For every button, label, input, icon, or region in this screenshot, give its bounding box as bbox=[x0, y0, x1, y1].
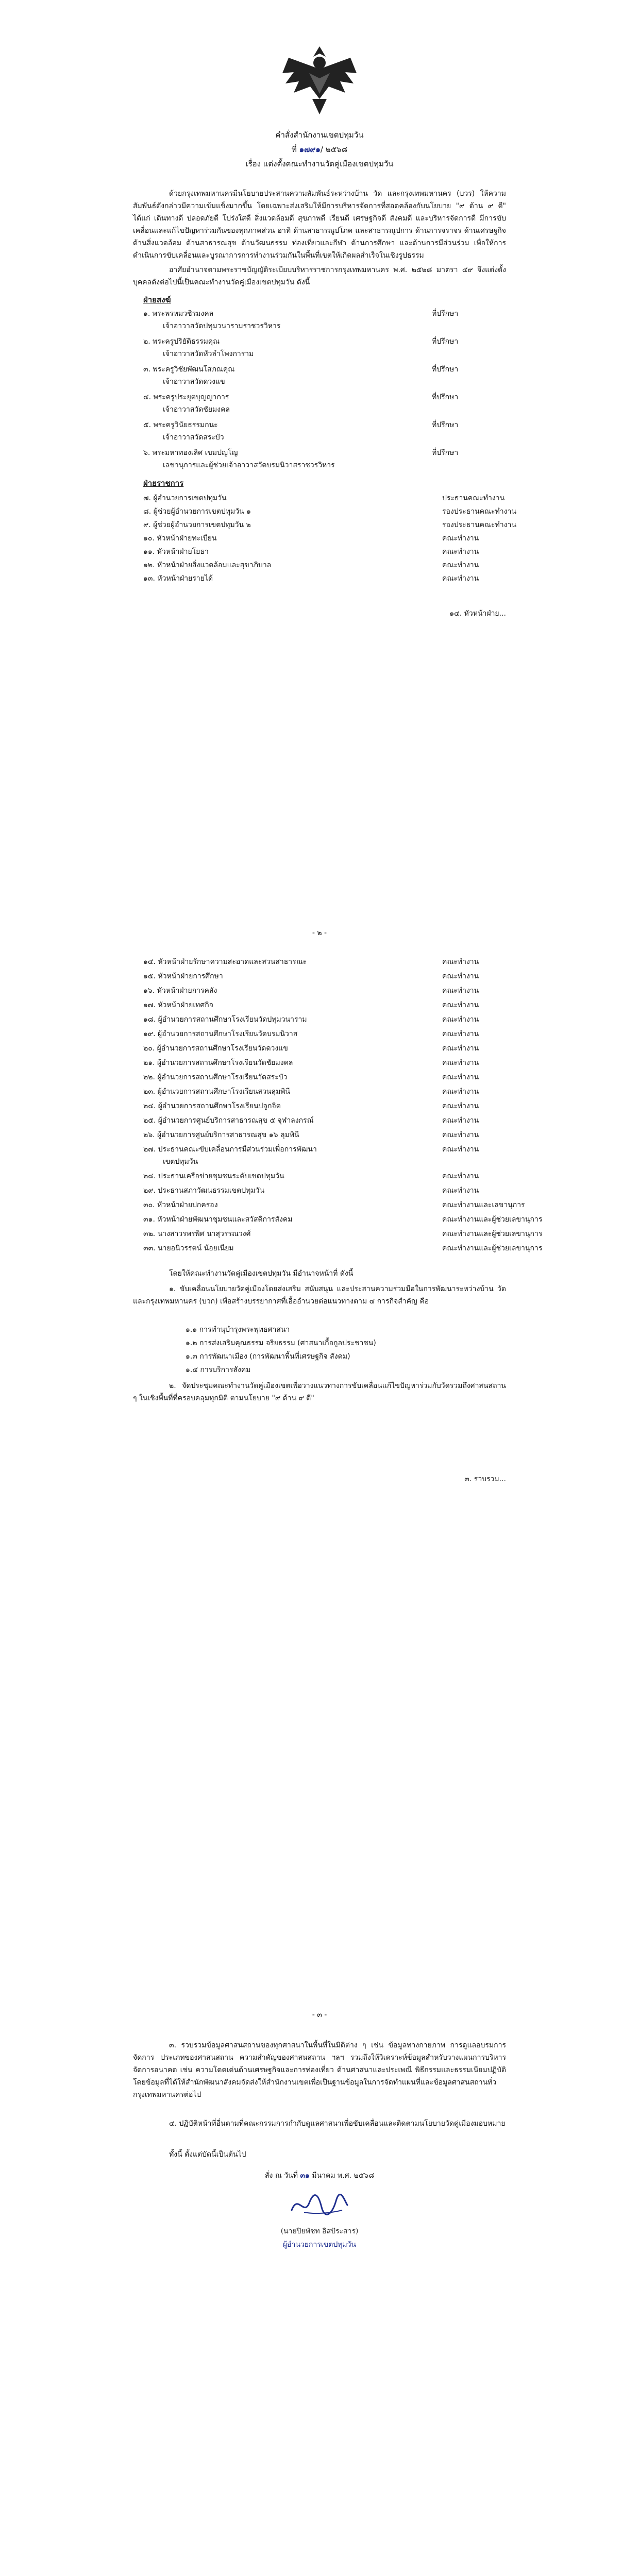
list-item: ๑๕. หัวหน้าฝ่ายการศึกษา คณะทำงาน bbox=[143, 972, 479, 980]
list-item-detail: เจ้าอาวาสวัดหัวลำโพงการาม bbox=[163, 350, 254, 358]
list-item: ๓๑. หัวหน้าฝ่ายพัฒนาชุมชนและสวัสดิการสังคม คณะทำงานและผู้ช่วยเลขานุการ bbox=[143, 1215, 543, 1224]
list-item-detail: เจ้าอาวาสวัดชัยมงคล bbox=[163, 405, 230, 414]
list-item: ๑๔. หัวหน้าฝ่ายรักษาความสะอาดและสวนสาธารณะ คณะทำงาน bbox=[143, 958, 479, 966]
order-number-value: ๑๗๙๑ bbox=[299, 145, 321, 154]
list-item: ๒๒. ผู้อำนวยการสถานศึกษาโรงเรียนวัดสระบัว คณะทำงาน bbox=[143, 1073, 479, 1081]
order-number-suffix: / ๒๕๖๘ bbox=[320, 145, 348, 154]
list-item: ๓. พระครูวิชัยพัฒนโสภณคุณ ที่ปรึกษา bbox=[143, 365, 459, 374]
list-item: ๒๙. ประธานสภาวัฒนธรรมเขตปทุมวัน คณะทำงาน bbox=[143, 1187, 479, 1195]
paragraph-authority: อาศัยอำนาจตามพระราชบัญญัติระเบียบบริหารราชการกรุงเทพมหานคร พ.ศ. ๒๕๒๘ มาตรา ๔๙ จึงแต่งตั้งบุคคลดังต่อไปนี้เป็นคณะทำงานวัดคู่เมืองเขตปทุมวัน ดังนี้ bbox=[133, 266, 506, 286]
list-item: ๑๖. หัวหน้าฝ่ายการคลัง คณะทำงาน bbox=[143, 987, 479, 995]
list-item: ๓๐. หัวหน้าฝ่ายปกครอง คณะทำงานและเลขานุการ bbox=[143, 1201, 525, 1209]
issue-date: สั่ง ณ วันที่ ๓๑ มีนาคม พ.ศ. ๒๕๖๘ bbox=[265, 2172, 374, 2180]
list-item: ๒๓. ผู้อำนวยการสถานศึกษาโรงเรียนสวนลุมพินี คณะทำงาน bbox=[143, 1088, 479, 1096]
paragraph-policy: ด้วยกรุงเทพมหานครมีนโยบายประสานความสัมพันธ์ระหว่างบ้าน วัด และกรุงเทพมหานคร (บวร) ให้ความสัมพันธ์ดังกล่าวมีความเข้มแข็งมากขึ้น โดยเฉพาะส่งเสริมให้มีการบริหารจัดการที่สอดคล้องกับนโยบาย "๙ ด้าน ๙ ดี" ได้แก่ เดินทางดี ปลอดภัยดี โปร่งใสดี สิ่งแวดล้อมดี สุขภาพดี เรียนดี เศรษฐกิจดี สังคมดี และบริหารจัดการดี มีการขับเคลื่อนและแก้ไขปัญหาร่วมกันของทุกภาคส่วน อาทิ ด้านสาธารณูปโภค และสาธารณูปการ ด้านการจราจร ด้านเศรษฐกิจ ด้านสิ่งแวดล้อม ด้านสาธารณสุข ด้านวัฒนธรรม ท่องเที่ยวและกีฬา ด้านการศึกษา และด้านการมีส่วนร่วม เพื่อให้การดำเนินการขับเคลื่อนและบูรณาการการทำงานร่วมกันในพื้นที่เขตให้เกิดผลสำเร็จในเชิงรูปธรรม bbox=[133, 190, 506, 260]
duty-1-item: ๑.๓ การพัฒนาเมือง (การพัฒนาพื้นที่เศรษฐกิจ สังคม) bbox=[186, 1352, 350, 1361]
page-1 bbox=[0, 0, 639, 886]
list-item-detail: เจ้าอาวาสวัดสระบัว bbox=[163, 433, 224, 442]
list-item: ๑๙. ผู้อำนวยการสถานศึกษาโรงเรียนวัดบรมนิวาส คณะทำงาน bbox=[143, 1030, 479, 1038]
signature-scribble bbox=[289, 2190, 350, 2221]
list-item-detail: เจ้าอาวาสวัดดวงแข bbox=[163, 378, 225, 386]
continuation-text: ๓. รวบรวม... bbox=[464, 1475, 506, 1483]
page-3 bbox=[0, 2009, 639, 2576]
subject-line: เรื่อง แต่งตั้งคณะทำงานวัดคู่เมืองเขตปทุมวัน bbox=[245, 159, 394, 168]
duty-2: ๒. จัดประชุมคณะทำงานวัดคู่เมืองเขตเพื่อวางแนวทางการขับเคลื่อนแก้ไขปัญหาร่วมกับวัดรวมถึงศาสนสถาน ๆ ในเชิงพื้นที่ที่ครอบคลุมทุกมิติ ตามนโยบาย "๙ ด้าน ๙ ดี" bbox=[133, 1382, 506, 1402]
list-item: ๒๕. ผู้อำนวยการศูนย์บริการสาธารณสุข ๕ จุฬาลงกรณ์ คณะทำงาน bbox=[143, 1116, 479, 1125]
list-item: ๒๔. ผู้อำนวยการสถานศึกษาโรงเรียนปลูกจิต คณะทำงาน bbox=[143, 1102, 479, 1110]
list-item: ๒๗. ประธานคณะขับเคลื่อนการมีส่วนร่วมเพื่อการพัฒนา คณะทำงาน bbox=[143, 1145, 479, 1154]
list-item: ๗. ผู้อำนวยการเขตปทุมวัน ประธานคณะทำงาน bbox=[143, 494, 505, 502]
list-item: ๑. พระพรหมวชิรมงคล ที่ปรึกษา bbox=[143, 310, 459, 318]
duty-1-item: ๑.๒ การส่งเสริมคุณธรรม จริยธรรม (ศาสนาเกื้อกูลประชาชน) bbox=[186, 1339, 376, 1347]
list-item: ๖. พระมหาทองเลิศ เขมปญโญ ที่ปรึกษา bbox=[143, 449, 459, 457]
duty-1: ๑. ขับเคลื่อนนโยบายวัดคู่เมืองโดยส่งเสริม สนับสนุน และประสานความร่วมมือในการพัฒนาระหว่างบ้าน วัดและกรุงเทพมหานคร (บวก) เพื่อสร้างบรรยากาศที่เอื้ออำนวยต่อแนวทางตาม ๔ การกิจสำคัญ คือ bbox=[133, 1285, 506, 1306]
list-item-detail: เจ้าอาวาสวัดปทุมวนารามราชวรวิหาร bbox=[163, 322, 281, 330]
office-title: คำสั่งสำนักงานเขตปทุมวัน bbox=[275, 130, 364, 140]
duty-1-item: ๑.๔ การบริการสังคม bbox=[186, 1366, 251, 1374]
signer-position: ผู้อำนวยการเขตปทุมวัน bbox=[282, 2241, 357, 2249]
duty-4: ๔. ปฏิบัติหน้าที่อื่นตามที่คณะกรรมการกำกับดูแลศาสนาเพื่อขับเคลื่อนและติดตามนโยบายวัดคู่เมืองมอบหมาย bbox=[169, 2120, 506, 2128]
list-item: ๒๐. ผู้อำนวยการสถานศึกษาโรงเรียนวัดดวงแข คณะทำงาน bbox=[143, 1044, 479, 1053]
duty-1-item: ๑.๑ การทำนุบำรุงพระพุทธศาสนา bbox=[186, 1326, 290, 1334]
list-item: ๔. พระครูประยุตบุญญาการ ที่ปรึกษา bbox=[143, 393, 459, 401]
list-item: ๑๐. หัวหน้าฝ่ายทะเบียน คณะทำงาน bbox=[143, 534, 479, 543]
continuation-text: ๑๔. หัวหน้าฝ่าย... bbox=[449, 609, 506, 618]
closing-text: ทั้งนี้ ตั้งแต่บัดนี้เป็นต้นไป bbox=[169, 2150, 246, 2159]
list-item: ๑๒. หัวหน้าฝ่ายสิ่งแวดล้อมและสุขาภิบาล คณะทำงาน bbox=[143, 561, 479, 569]
duties-intro: โดยให้คณะทำงานวัดคู่เมืองเขตปทุมวัน มีอำนาจหน้าที่ ดังนี้ bbox=[169, 1269, 354, 1278]
list-item: ๙. ผู้ช่วยผู้อำนวยการเขตปทุมวัน ๒ รองประธานคณะทำงาน bbox=[143, 521, 516, 529]
page-number: - ๓ - bbox=[312, 2011, 327, 2019]
list-item: ๒๖. ผู้อำนวยการศูนย์บริการสาธารณสุข ๑๖ ลุมพินี คณะทำงาน bbox=[143, 1131, 479, 1139]
list-item-detail: เขตปทุมวัน bbox=[163, 1158, 198, 1166]
list-item: ๒. พระครูปริยัติธรรมคุณ ที่ปรึกษา bbox=[143, 337, 459, 346]
section-heading-monks: ฝ่ายสงฆ์ bbox=[143, 295, 171, 304]
list-item: ๓๒. นางสาวรพรพิศ นาสุวรรณวงศ์ คณะทำงานและผู้ช่วยเลขานุการ bbox=[143, 1230, 543, 1238]
list-item: ๑๘. ผู้อำนวยการสถานศึกษาโรงเรียนวัดปทุมวนาราม คณะทำงาน bbox=[143, 1015, 479, 1024]
order-number-prefix: ที่ bbox=[291, 145, 297, 154]
list-item: ๒๘. ประธานเครือข่ายชุมชนระดับเขตปทุมวัน คณะทำงาน bbox=[143, 1172, 479, 1180]
list-item: ๓๓. นายอนิวรรตน์ น้อยเนียม คณะทำงานและผู้ช่วยเลขานุการ bbox=[143, 1244, 543, 1252]
duty-3: ๓. รวบรวมข้อมูลศาสนสถานของทุกศาสนาในพื้นที่ในมิติต่าง ๆ เช่น ข้อมูลทางกายภาพ การดูแลอบรมการจัดการ ประเภทของศาสนสถาน ความสำคัญของศาสนสถาน ฯลฯ รวมถึงให้วิเคราะห์ข้อมูลสำหรับวางแผนการบริหารจัดการอนาคต เช่น ความโดดเด่นด้านเศรษฐกิจและการท่องเที่ยว ด้านศาสนาและประเพณี พิธีกรรมและธรรมเนียมปฏิบัติ โดยข้อมูลที่ได้ให้สำนักพัฒนาสังคมจัดส่งให้สำนักงานเขตเพื่อเป็นฐานข้อมูลในการจัดทำแผนที่และข้อมูลศาสนสถานทั่วกรุงเทพมหานครต่อไป bbox=[133, 2041, 506, 2099]
garuda-emblem-icon bbox=[278, 42, 361, 120]
page-2 bbox=[0, 927, 639, 1947]
page-number: - ๒ - bbox=[312, 929, 327, 937]
list-item: ๑๗. หัวหน้าฝ่ายเทศกิจ คณะทำงาน bbox=[143, 1001, 479, 1009]
issue-date-day: ๓๑ bbox=[300, 2172, 310, 2180]
list-item: ๒๑. ผู้อำนวยการสถานศึกษาโรงเรียนวัดชัยมงคล คณะทำงาน bbox=[143, 1059, 479, 1067]
list-item: ๑๑. หัวหน้าฝ่ายโยธา คณะทำงาน bbox=[143, 548, 479, 556]
list-item: ๘. ผู้ช่วยผู้อำนวยการเขตปทุมวัน ๑ รองประธานคณะทำงาน bbox=[143, 507, 516, 516]
list-item: ๑๓. หัวหน้าฝ่ายรายได้ คณะทำงาน bbox=[143, 574, 479, 583]
section-heading-officials: ฝ่ายราชการ bbox=[143, 479, 184, 488]
order-number bbox=[0, 143, 639, 156]
list-item-detail: เลขานุการและผู้ช่วยเจ้าอาวาสวัดบรมนิวาสราชวรวิหาร bbox=[163, 461, 335, 469]
signer-name: (นายปิยพัชท อิสปัระสาร) bbox=[280, 2227, 359, 2235]
list-item: ๕. พระครูวินัยธรรมกนะ ที่ปรึกษา bbox=[143, 421, 459, 429]
